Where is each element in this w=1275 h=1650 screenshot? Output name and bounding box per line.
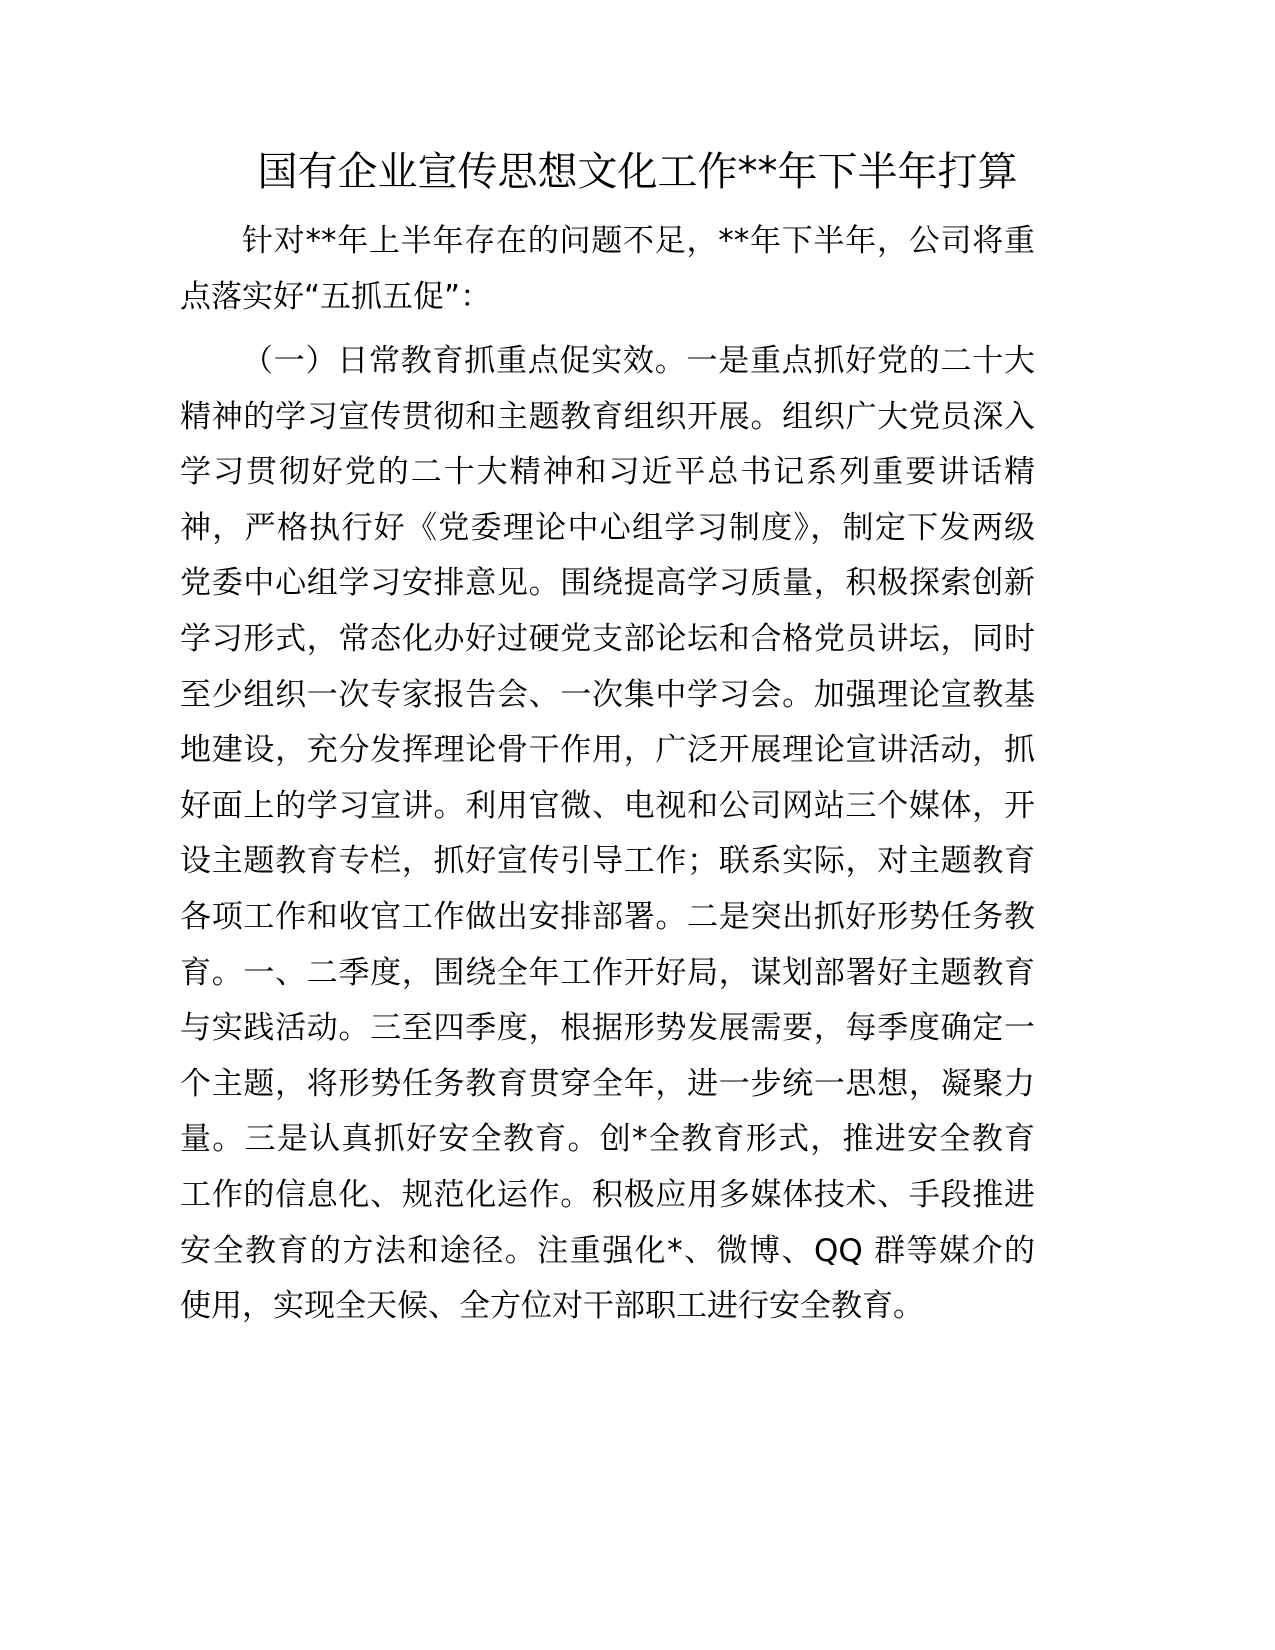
text-line: 党委中心组学习安排意见。围绕提高学习质量，积极探索创新 xyxy=(180,565,1035,602)
text-line: 学习形式，常态化办好过硬党支部论坛和合格党员讲坛，同时 xyxy=(180,620,1035,657)
text-line: 设主题教育专栏，抓好宣传引导工作；联系实际，对主题教育 xyxy=(180,843,1035,880)
text-line: 安全教育的方法和途径。注重强化*、微博、QQ 群等媒介的 xyxy=(180,1232,1035,1269)
text-line: 与实践活动。三至四季度，根据形势发展需要，每季度确定一 xyxy=(180,1010,1035,1047)
text-line: 至少组织一次专家报告会、一次集中学习会。加强理论宣教基 xyxy=(180,676,1035,713)
text-line: 工作的信息化、规范化运作。积极应用多媒体技术、手段推进 xyxy=(180,1176,1035,1213)
text-line: 好面上的学习宣讲。利用官微、电视和公司网站三个媒体，开 xyxy=(180,787,1035,824)
paragraph-intro xyxy=(180,214,1035,325)
text-line: 学习贯彻好党的二十大精神和习近平总书记系列重要讲话精 xyxy=(180,454,1035,491)
text-line: 各项工作和收官工作做出安排部署。二是突出抓好形势任务教 xyxy=(180,898,1035,935)
text-line: 使用，实现全天候、全方位对干部职工进行安全教育。 xyxy=(180,1288,924,1325)
text-line: 个主题，将形势任务教育贯穿全年，进一步统一思想，凝聚力 xyxy=(180,1065,1035,1102)
text-line: 点落实好“五抓五促”： xyxy=(180,278,492,315)
paragraph-section-1 xyxy=(180,334,1035,1335)
text-line: 针对**年上半年存在的问题不足，**年下半年，公司将重 xyxy=(242,223,1035,259)
text-line: 精神的学习宣传贯彻和主题教育组织开展。组织广大党员深入 xyxy=(180,398,1035,435)
document-title: 国有企业宣传思想文化工作**年下半年打算 xyxy=(257,149,1018,195)
text-line: 育。一、二季度，围绕全年工作开好局，谋划部署好主题教育 xyxy=(180,954,1035,991)
text-line: 量。三是认真抓好安全教育。创*全教育形式，推进安全教育 xyxy=(180,1121,1035,1158)
text-line: 神，严格执行好《党委理论中心组学习制度》，制定下发两级 xyxy=(180,509,1035,546)
text-line: （一）日常教育抓重点促实效。一是重点抓好党的二十大 xyxy=(242,343,1035,379)
text-line: 地建设，充分发挥理论骨干作用，广泛开展理论宣讲活动，抓 xyxy=(180,732,1035,769)
